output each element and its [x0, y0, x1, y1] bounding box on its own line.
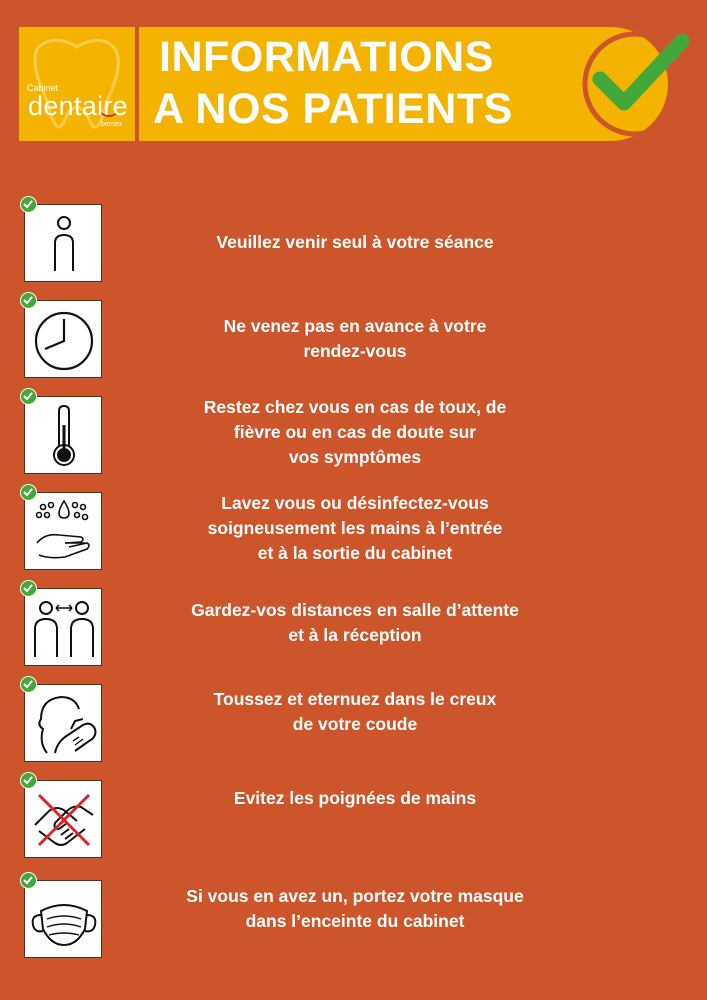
logo-bottom-text: bernex — [101, 121, 123, 128]
check-badge-icon — [20, 196, 37, 213]
logo-top-text: Cabinet — [27, 83, 59, 93]
clock-icon — [24, 300, 102, 378]
logo-main-text: dentaire — [28, 91, 128, 121]
logo — [19, 27, 135, 141]
check-badge-icon — [20, 388, 37, 405]
item-text: Evitez les poignées de mains — [233, 788, 477, 808]
item-text: Ne venez pas en avance à votre rendez-vous — [223, 316, 487, 361]
distance-icon — [24, 588, 102, 666]
page-title-line-1: INFORMATIONS — [159, 33, 494, 81]
check-badge-icon — [20, 676, 37, 693]
check-badge-icon — [20, 772, 37, 789]
check-badge-icon — [20, 872, 37, 889]
page-title-line-2: A NOS PATIENTS — [153, 85, 513, 133]
item-text: Gardez-vos distances en salle d’attente et à la réception — [191, 600, 519, 645]
mask-icon — [24, 880, 102, 958]
item-text: Lavez vous ou désinfectez-vous soigneusement les mains à l’entrée et à la sortie du cabinet — [207, 493, 503, 563]
check-mark-icon — [578, 27, 692, 141]
check-badge-icon — [20, 484, 37, 501]
no-handshake-icon — [24, 780, 102, 858]
item-text: Restez chez vous en cas de toux, de fièvre ou en cas de doute sur vos symptômes — [203, 397, 507, 467]
check-badge-icon — [20, 580, 37, 597]
item-text: Si vous en avez un, portez votre masque dans l’enceinte du cabinet — [186, 886, 524, 931]
person-icon — [24, 204, 102, 282]
check-badge-icon — [20, 292, 37, 309]
item-text: Veuillez venir seul à votre séance — [216, 232, 494, 252]
thermometer-icon — [24, 396, 102, 474]
cough-elbow-icon — [24, 684, 102, 762]
item-text: Toussez et eternuez dans le creux de votre coude — [213, 689, 497, 734]
hand-wash-icon — [24, 492, 102, 570]
